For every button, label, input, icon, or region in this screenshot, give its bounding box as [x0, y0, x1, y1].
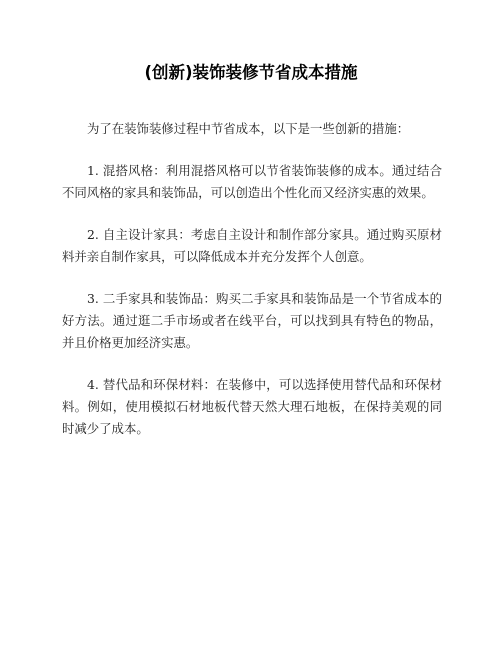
document-body [62, 118, 442, 460]
intro-paragraph: 为了在装饰装修过程中节省成本，以下是一些创新的措施： [87, 121, 410, 136]
paragraph-eco-materials: 4. 替代品和环保材料：在装修中，可以选择使用替代品和环保材料。例如，使用模拟石材地板代替天然大理石地板，在保持美观的同时减少了成本。 [62, 377, 442, 436]
paragraph-mix-style: 1. 混搭风格：利用混搭风格可以节省装饰装修的成本。通过结合不同风格的家具和装饰品，可以创造出个性化而又经济实惠的效果。 [62, 163, 442, 200]
page-title: (创新)装饰装修节省成本措施 [144, 63, 358, 82]
paragraph-second-hand: 3. 二手家具和装饰品：购买二手家具和装饰品是一个节省成本的好方法。通过逛二手市场或者在线平台，可以找到具有特色的物品，并且价格更加经济实惠。 [62, 291, 442, 350]
paragraph-diy-furniture: 2. 自主设计家具：考虑自主设计和制作部分家具。通过购买原材料并亲自制作家具，可以降低成本并充分发挥个人创意。 [62, 227, 442, 264]
